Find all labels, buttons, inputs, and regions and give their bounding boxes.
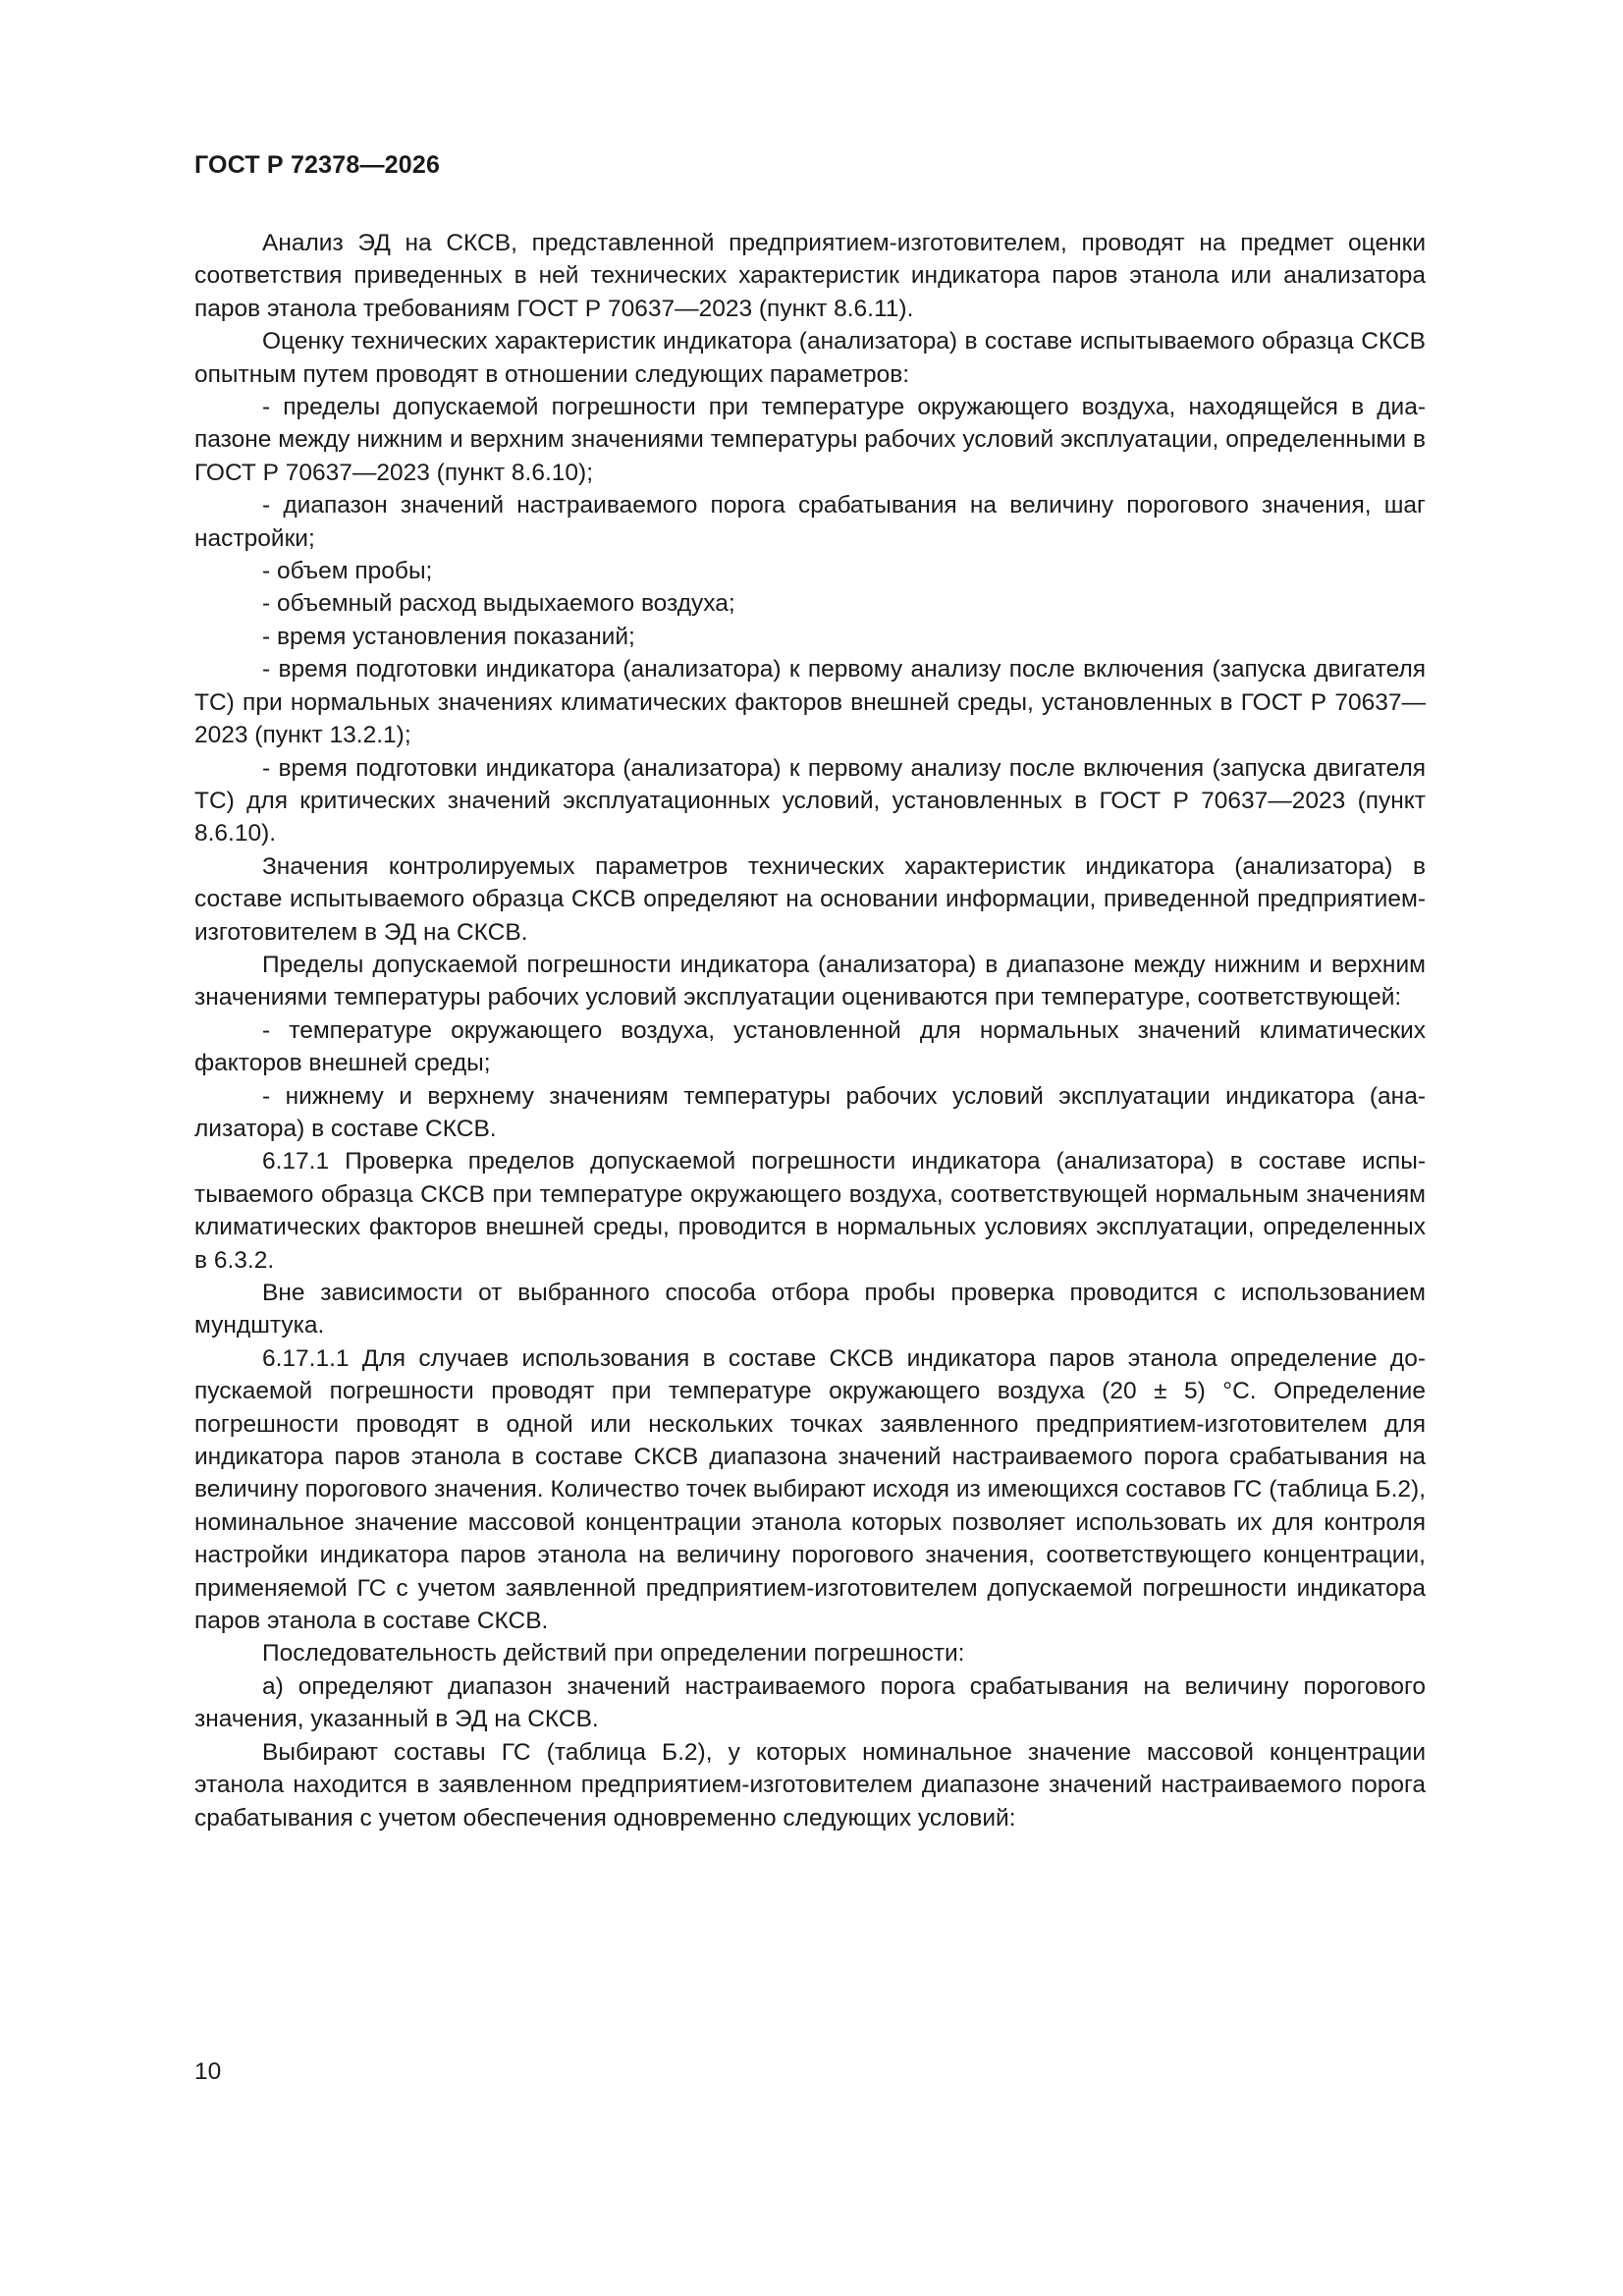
list-item-step-a: а) определяют диапазон значений настраиваемого порога срабатывания на величину порогового значения, указанный в ЭД на СКСВ. [194,1672,1426,1733]
list-item-ambient-temperature: - температуре окружающего воздуха, установленной для нормальных значений климатических факторов внешней среды; [194,1016,1426,1077]
list-item-settling-time: - время установления показаний; [262,623,635,650]
document-header: ГОСТ Р 72378—2026 [194,151,441,179]
paragraph-ed-analysis: Анализ ЭД на СКСВ, представленной предприятием-изготовителем, проводят на предмет оценки соответствия приведенных в ней технических характеристик индикатора паров этанола или анализатора паров этанола требованиям ГОСТ Р 70637—2023 (пункт 8.6.11). [194,230,1426,322]
paragraph-sequence: Последовательность действий при определении погрешности: [262,1640,965,1667]
paragraph-assessment-intro: Оценку технических характеристик индикатора (анализатора) в составе испытываемого образца СКСВ опытным путем проводят в отношении следующих параметров: [194,328,1426,388]
document-body [194,227,1426,1834]
list-item-prep-time-normal: - время подготовки индикатора (анализатора) к первому анализу после включения (запуска двигателя ТС) при нормальных значениях климатических факторов внешней среды, установленных в ГОСТ Р 70637—2023 (пункт 13.2.1); [194,656,1426,749]
section-6-17-1-1: 6.17.1.1 Для случаев использования в составе СКСВ индикатора паров этанола определение допускаемой погрешности проводят при температуре окружающего воздуха (20 ± 5) °С. Определение погрешности проводят в одной или нескольких точках заявленного предприятием-изготовителем для индикатора паров этанола в составе СКСВ диапазона значений настраиваемого порога срабатывания на величину порогового значения. Количество точек выбирают исходя из имеющихся составов ГС (таблица Б.2), номинальное значение массовой концентрации этанола которых позволяет использовать их для контроля настройки индикатора паров этанола на величину порогового значения, соответствующего концентрации, применяемой ГС с учетом заявленной предприятием-изготовителем допускаемой погрешности индикатора паров этанола в составе СКСВ. [194,1344,1426,1635]
list-item-prep-time-critical: - время подготовки индикатора (анализатора) к первому анализу после включения (запуска двигателя ТС) для критических значений эксплуатационных условий, установленных в ГОСТ Р 70637—2023 (пункт 8.6.10). [194,754,1426,847]
section-6-17-1: 6.17.1 Проверка пределов допускаемой погрешности индикатора (анализатора) в составе испытываемого образца СКСВ при температуре окружающего воздуха, соответствующей нормальным значениям климатических факторов внешней среды, проводится в нормальных условиях эксплуатации, определенных в 6.3.2. [194,1148,1426,1274]
page-number: 10 [194,2058,222,2085]
list-item-error-limits: - пределы допускаемой погрешности при температуре окружающего воздуха, находящейся в диапазоне между нижним и верхним значениями температуры рабочих условий эксплуатации, определенными в ГОСТ Р 70637—2023 (пункт 8.6.10); [194,394,1426,486]
paragraph-parameter-values: Значения контролируемых параметров технических характеристик индикатора (анализатора) в составе испытываемого образца СКСВ определяют на основании информации, приведенной предприятием-изготовителем в ЭД на СКСВ. [194,852,1426,946]
paragraph-gas-selection: Выбирают составы ГС (таблица Б.2), у которых номинальное значение массовой концентрации этанола находится в заявленном предприятием-изготовителем диапазоне значений настраиваемого порога срабатывания с учетом обеспечения одновременно следующих условий: [194,1738,1426,1831]
list-item-air-flow: - объемный расход выдыхаемого воздуха; [262,590,735,618]
list-item-threshold-range: - диапазон значений настраиваемого порога срабатывания на величину порогового значения, шаг настройки; [194,492,1426,552]
list-item-operating-temperature: - нижнему и верхнему значениям температуры рабочих условий эксплуатации индикатора (анализатора) в составе СКСВ. [194,1082,1426,1142]
paragraph-mouthpiece: Вне зависимости от выбранного способа отбора пробы проверка проводится с использованием мундштука. [194,1280,1426,1339]
paragraph-error-limits: Пределы допускаемой погрешности индикатора (анализатора) в диапазоне между нижним и верхним значениями температуры рабочих условий эксплуатации оцениваются при температуре, соответствующей: [194,951,1426,1011]
list-item-sample-volume: - объем пробы; [262,558,433,585]
